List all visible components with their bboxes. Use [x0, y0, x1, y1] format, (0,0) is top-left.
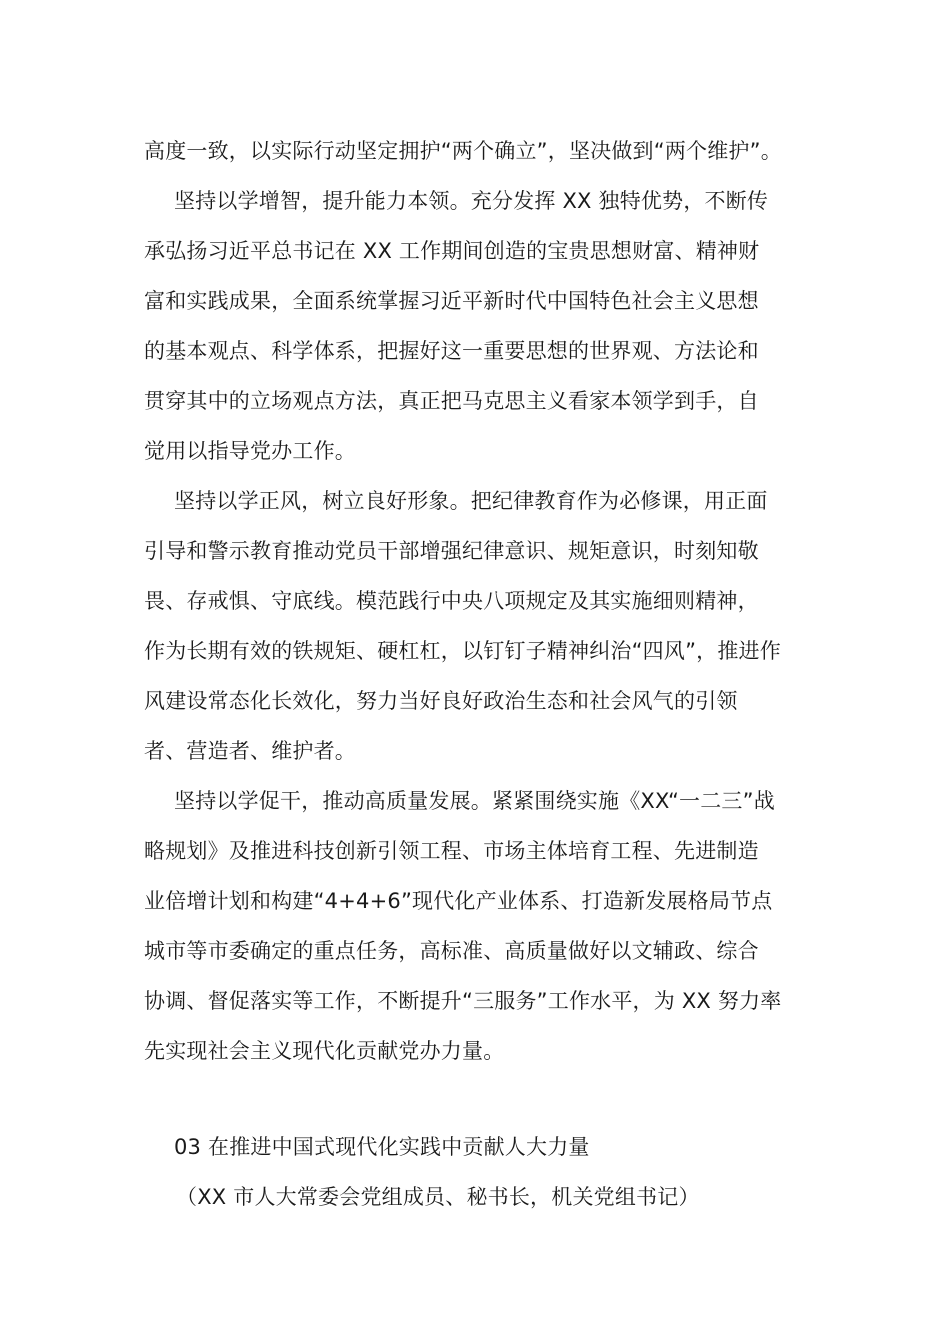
text-line: 先实现社会主义现代化贡献党办力量。 — [144, 1039, 505, 1063]
text-line: 的基本观点、科学体系，把握好这一重要思想的世界观、方法论和 — [144, 339, 759, 363]
body-text — [144, 126, 810, 1076]
section-title: 03 在推进中国式现代化实践中贡献人大力量 — [174, 1135, 590, 1159]
paragraph-learning-wisdom — [144, 176, 810, 476]
text-line: 略规划》及推进科技创新引领工程、市场主体培育工程、先进制造 — [144, 839, 759, 863]
text-line: 坚持以学促干，推动高质量发展。紧紧围绕实施《XX“一二三”战 — [174, 789, 775, 813]
paragraph-learning-action — [144, 776, 810, 1076]
text-line: 者、营造者、维护者。 — [144, 739, 356, 763]
text-line: 畏、存戒惧、守底线。模范践行中央八项规定及其实施细则精神， — [144, 589, 759, 613]
text-line: 引导和警示教育推动党员干部增强纪律意识、规矩意识，时刻知敬 — [144, 539, 759, 563]
text-line: 承弘扬习近平总书记在 XX 工作期间创造的宝贵思想财富、精神财 — [144, 239, 760, 263]
text-line: 富和实践成果，全面系统掌握习近平新时代中国特色社会主义思想 — [144, 289, 759, 313]
text-line: 作为长期有效的铁规矩、硬杠杠，以钉钉子精神纠治“四风”，推进作 — [144, 639, 781, 663]
paragraph-learning-style — [144, 476, 810, 776]
section-heading — [174, 1122, 834, 1222]
text-line: 风建设常态化长效化，努力当好良好政治生态和社会风气的引领 — [144, 689, 738, 713]
text-line: 贯穿其中的立场观点方法，真正把马克思主义看家本领学到手，自 — [144, 389, 759, 413]
text-line: 协调、督促落实等工作，不断提升“三服务”工作水平，为 XX 努力率 — [144, 989, 782, 1013]
text-line: 坚持以学增智，提升能力本领。充分发挥 XX 独特优势，不断传 — [174, 189, 769, 213]
text-line: 业倍增计划和构建“4+4+6”现代化产业体系、打造新发展格局节点 — [144, 889, 773, 913]
text-line: 觉用以指导党办工作。 — [144, 439, 356, 463]
text-line: 坚持以学正风，树立良好形象。把纪律教育作为必修课，用正面 — [174, 489, 768, 513]
section-subtitle: （XX 市人大常委会党组成员、秘书长，机关党组书记） — [176, 1185, 700, 1209]
paragraph-continuation — [144, 126, 810, 176]
text-line: 高度一致，以实际行动坚定拥护“两个确立”，坚决做到“两个维护”。 — [144, 139, 782, 163]
text-line: 城市等市委确定的重点任务，高标准、高质量做好以文辅政、综合 — [144, 939, 759, 963]
